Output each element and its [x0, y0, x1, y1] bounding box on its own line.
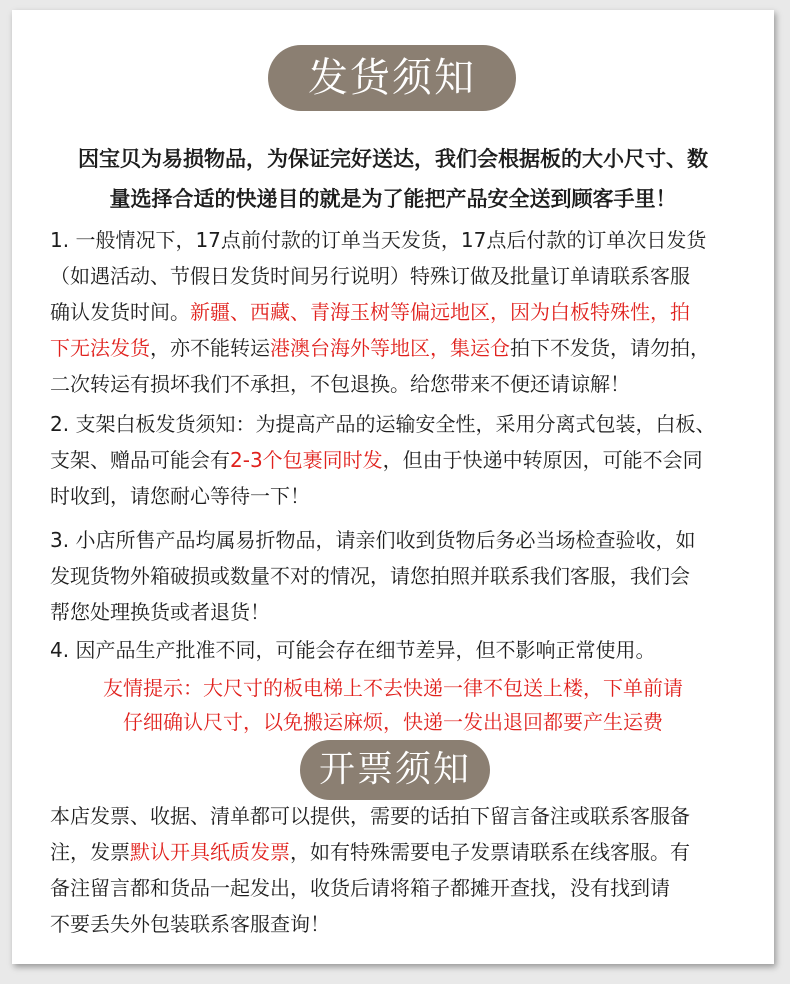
friendly-tip-line-1: 友情提示：大尺寸的板电梯上不去快递一律不包送上楼，下单前请	[103, 676, 683, 700]
item1-line-2: （如遇活动、节假日发货时间另行说明）特殊订做及批量订单请联系客服	[50, 264, 690, 288]
remote-area-warning: 新疆、西藏、青海玉树等偏远地区，因为白板特殊性，拍	[190, 300, 690, 324]
item2-line-3: 时收到，请您耐心等待一下！	[50, 484, 310, 508]
multi-package-note: 2-3个包裹同时发	[230, 448, 383, 472]
shipping-title: 发货须知	[268, 45, 516, 111]
invoice-title: 开票须知	[300, 740, 490, 800]
item1-line-3-text: 确认发货时间。	[50, 300, 190, 324]
friendly-tip-line-2: 仔细确认尺寸，以免搬运麻烦，快递一发出退回都要产生运费	[123, 710, 663, 734]
invoice-line-2	[50, 834, 750, 870]
item3-line-2: 发现货物外箱破损或数量不对的情况，请您拍照并联系我们客服，我们会	[50, 564, 690, 588]
notice-card	[12, 10, 774, 964]
item4-line-1: 4. 因产品生产批准不同，可能会存在细节差异，但不影响正常使用。	[50, 638, 656, 662]
item1-line-4-text-a: ，亦不能转运	[150, 336, 270, 360]
item2-line-2-text-b: ，但由于快递中转原因，可能不会同	[382, 448, 703, 472]
invoice-line-3: 备注留言都和货品一起发出，收货后请将箱子都摊开查找，没有找到请	[50, 876, 670, 900]
shipping-intro-line-1: 因宝贝为易损物品，为保证完好送达，我们会根据板的大小尺寸、数	[78, 147, 708, 171]
invoice-line-2-text-a: 注，发票	[50, 840, 130, 864]
shipping-intro-line-2: 量选择合适的快递目的就是为了能把产品安全送到顾客手里！	[109, 187, 677, 211]
paper-invoice-default: 默认开具纸质发票	[130, 840, 290, 864]
item2-line-2	[50, 442, 750, 478]
item1-line-1: 1. 一般情况下，17点前付款的订单当天发货，17点后付款的订单次日发货	[50, 228, 707, 252]
item2-line-1: 2. 支架白板发货须知：为提高产品的运输安全性，采用分离式包装，白板、	[50, 412, 716, 436]
item1-line-5: 二次转运有损坏我们不承担，不包退换。给您带来不便还请谅解！	[50, 372, 630, 396]
overseas-warning: 港澳台海外等地区，集运仓	[270, 336, 510, 360]
invoice-line-4: 不要丢失外包装联系客服查询！	[50, 912, 330, 936]
cannot-ship-warning: 下无法发货	[50, 336, 150, 360]
item1-line-4-text-b: 拍下不发货，请勿拍，	[510, 336, 710, 360]
invoice-line-1: 本店发票、收据、清单都可以提供，需要的话拍下留言备注或联系客服备	[50, 804, 690, 828]
item1-line-3	[50, 294, 750, 330]
item1-line-4	[50, 330, 750, 366]
item2-line-2-text-a: 支架、赠品可能会有	[50, 448, 230, 472]
item3-line-3: 帮您处理换货或者退货！	[50, 600, 270, 624]
item3-line-1: 3. 小店所售产品均属易折物品，请亲们收到货物后务必当场检查验收，如	[50, 528, 696, 552]
invoice-line-2-text-b: ，如有特殊需要电子发票请联系在线客服。有	[290, 840, 690, 864]
